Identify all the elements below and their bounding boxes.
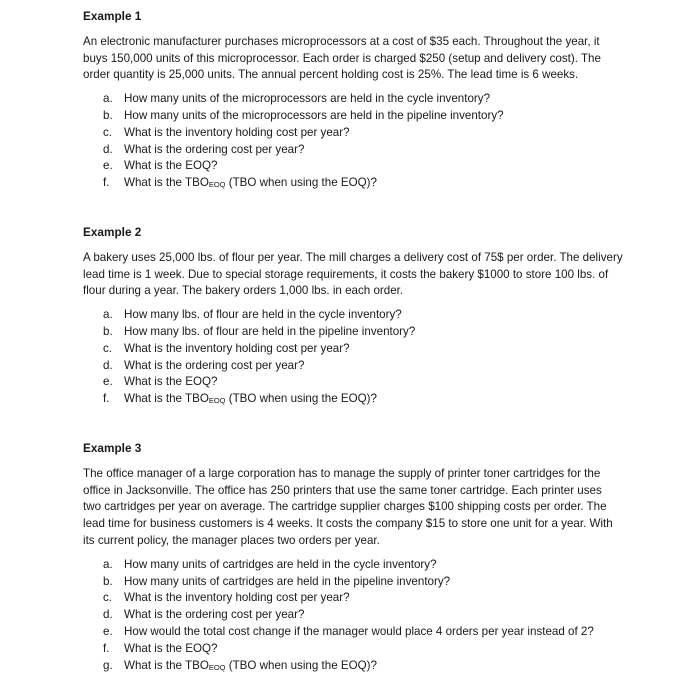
question-item: [103, 307, 623, 324]
question-item: [103, 142, 623, 159]
question-text: How many units of the microprocessors are held in the pipeline inventory?: [124, 108, 504, 122]
question-item: [103, 108, 623, 125]
question-letter: a.: [103, 557, 113, 571]
question-text-pre: What is the TBO: [124, 176, 209, 190]
question-item: [103, 624, 623, 641]
question-letter: c.: [103, 341, 113, 355]
example-3: [83, 440, 623, 676]
eoq-subscript: EOQ: [208, 180, 226, 190]
question-item: [103, 358, 623, 375]
question-text-post: (TBO when using the EOQ)?: [225, 658, 377, 672]
question-item: [103, 607, 623, 624]
example-2: [83, 224, 623, 410]
question-item: [103, 158, 623, 175]
example-body: A bakery uses 25,000 lbs. of flour per year. The mill charges a delivery cost of 75$ per order. The delivery lead time is 1 week. Due to special storage requirements, it costs the bakery $1000 to store 100 lbs. of flour during a year. The bakery orders 1,000 lbs. in each order.: [83, 250, 623, 298]
example-1: [83, 8, 623, 194]
example-title: Example 2: [83, 224, 142, 239]
question-text: [124, 391, 377, 410]
question-text: What is the EOQ?: [124, 159, 218, 173]
example-body: An electronic manufacturer purchases microprocessors at a cost of $35 each. Throughout the year, it buys 150,000 units of this microprocessor. Each order is charged $250 (setup and delivery cost). The order quantity is 25,000 units. The annual percent holding cost is 25%. The lead time is 6 weeks.: [83, 34, 601, 82]
question-item: [103, 557, 623, 574]
question-text: What is the inventory holding cost per year?: [124, 591, 350, 605]
question-letter: c.: [103, 125, 113, 139]
question-text: How many lbs. of flour are held in the cycle inventory?: [124, 308, 402, 322]
question-text: How many units of cartridges are held in the pipeline inventory?: [124, 574, 451, 588]
question-letter: d.: [103, 358, 113, 372]
question-list: [83, 557, 623, 677]
question-item: [103, 324, 623, 341]
question-letter: b.: [103, 574, 113, 588]
question-item: [103, 391, 623, 410]
question-letter: d.: [103, 608, 113, 622]
question-item: [103, 341, 623, 358]
question-text: [124, 658, 377, 677]
question-letter: b.: [103, 108, 113, 122]
question-text: What is the EOQ?: [124, 375, 218, 389]
question-letter: e.: [103, 624, 113, 638]
question-letter: f.: [103, 176, 110, 190]
question-text: What is the ordering cost per year?: [124, 142, 305, 156]
question-letter: f.: [103, 392, 110, 406]
question-letter: e.: [103, 159, 113, 173]
question-item: [103, 590, 623, 607]
question-letter: f.: [103, 641, 110, 655]
question-text: What is the ordering cost per year?: [124, 608, 305, 622]
question-text: [124, 175, 377, 194]
question-letter: d.: [103, 142, 113, 156]
question-letter: g.: [103, 658, 113, 672]
question-text: What is the EOQ?: [124, 641, 218, 655]
question-item: [103, 175, 623, 194]
question-item: [103, 641, 623, 658]
question-letter: c.: [103, 591, 113, 605]
eoq-subscript: EOQ: [208, 396, 226, 406]
question-text: What is the ordering cost per year?: [124, 358, 305, 372]
example-title: Example 1: [83, 9, 142, 23]
question-item: [103, 574, 623, 591]
question-letter: e.: [103, 375, 113, 389]
question-text: What is the inventory holding cost per year?: [124, 125, 350, 139]
question-text: How many units of the microprocessors are held in the cycle inventory?: [124, 92, 491, 106]
question-text-pre: What is the TBO: [124, 392, 209, 406]
example-body: The office manager of a large corporation has to manage the supply of printer toner cartridges for the office in Jacksonville. The office has 250 printers that use the same toner cartridge. Each printer uses two cartridges per year on average. The cartridge supplier charges $100 shipping costs per order. The lead time for business customers is 4 weeks. It costs the company $15 to store one unit for a year. With its current policy, the manager places two orders per year.: [83, 466, 613, 547]
question-text-post: (TBO when using the EOQ)?: [225, 176, 377, 190]
question-list: [83, 307, 623, 410]
eoq-subscript: EOQ: [208, 662, 226, 672]
example-title: Example 3: [83, 440, 142, 455]
question-letter: a.: [103, 308, 113, 322]
question-text: How many units of cartridges are held in the cycle inventory?: [124, 557, 437, 571]
question-list: [83, 91, 623, 194]
question-item: [103, 91, 623, 108]
question-text: What is the inventory holding cost per year?: [124, 341, 350, 355]
question-text-pre: What is the TBO: [124, 658, 209, 672]
question-text: How would the total cost change if the manager would place 4 orders per year instead of 2?: [124, 624, 594, 638]
document-page: [83, 8, 623, 676]
question-item: [103, 374, 623, 391]
question-letter: a.: [103, 92, 113, 106]
question-item: [103, 658, 623, 677]
question-text-post: (TBO when using the EOQ)?: [225, 392, 377, 406]
question-item: [103, 125, 623, 142]
question-text: How many lbs. of flour are held in the pipeline inventory?: [124, 324, 416, 338]
question-letter: b.: [103, 324, 113, 338]
